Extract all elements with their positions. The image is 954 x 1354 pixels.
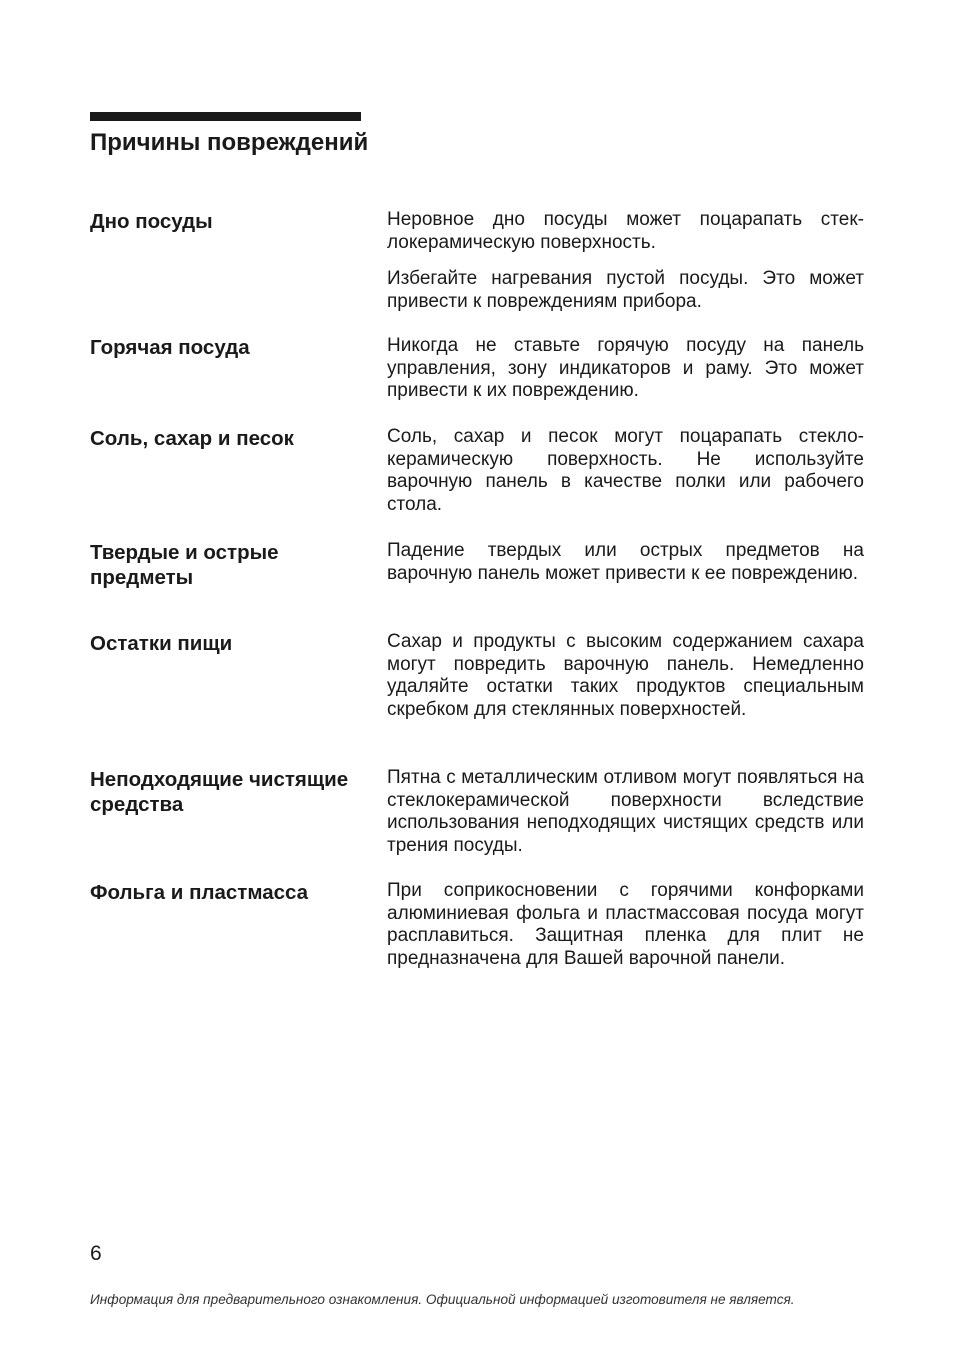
section-body [387,335,864,417]
section-body [387,631,864,736]
page-number: 6 [90,1242,102,1265]
section-paragraph: Никогда не ставьте горячую посуду на панель управления, зону индикаторов и раму. Это может привести к их повреждению. [387,335,864,402]
section-heading: Горячая посуда [90,336,250,359]
section-heading: Соль, сахар и песок [90,427,294,450]
section-heading: Неподходящие чистящие средства [90,768,349,816]
section-paragraph: При соприкосновении с горячими конфорками алюминиевая фольга и пластмассовая посуда могут расплавиться. Защитная пленка для плит не предназначена для Вашей варочной панели. [387,880,864,970]
section-body [387,880,864,985]
section-heading: Твердые и острые предметы [90,541,279,589]
section-paragraph: Сахар и продукты с высоким содержанием сахара могут повредить варочную панель. Немедленно удаляйте остатки таких продуктов специальным скребком для стеклянных поверхностей. [387,631,864,721]
section-paragraph: Неровное дно посуды может поцарапать стеклокерамическую поверхность. [387,209,864,253]
section-body [387,426,864,531]
section-heading: Дно посуды [90,210,213,233]
section-body [387,540,864,599]
footer-note: Информация для предварительного ознакомления. Официальной информацией изготовителя не является. [90,1292,795,1307]
section-body [387,767,864,872]
section-paragraph: Избегайте нагревания пустой посуды. Это может привести к повреждениям прибора. [387,268,864,313]
section-heading: Фольга и пластмасса [90,881,309,904]
top-rule [90,112,361,121]
section-heading: Остатки пищи [90,632,233,655]
section-body [387,209,864,328]
section-paragraph: Соль, сахар и песок могут поцарапать стеклокерамическую поверхность. Не используйте варочную панель в качестве полки или рабочего стола. [387,426,864,516]
page-title: Причины повреждений [90,129,369,156]
section-paragraph: Пятна с металлическим отливом могут появляться на стеклокерамической поверхности вследствие использования неподходящих чистящих средств или трения посуды. [387,767,864,857]
section-paragraph: Падение твердых или острых предметов на варочную панель может привести к ее повреждению. [387,540,864,584]
